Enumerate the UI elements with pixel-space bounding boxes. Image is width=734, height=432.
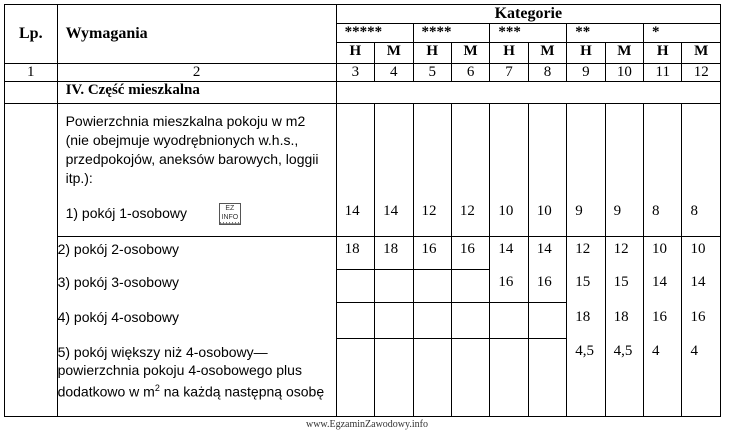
value-cell: 8 [682, 104, 721, 237]
value-cell: 16 [490, 270, 528, 303]
column-number: 5 [413, 64, 451, 82]
row-label: 1) pokój 1-osobowy [65, 205, 187, 221]
section-lp-cell [5, 82, 58, 104]
hm-label: H [413, 43, 451, 64]
row-label: 3) pokój 3-osobowy [57, 273, 179, 290]
value-cell: 15 [567, 270, 605, 303]
value-cell [451, 270, 489, 303]
column-number: 11 [644, 64, 682, 82]
value-cell: 12 [605, 237, 643, 270]
value-cell: 16 [413, 237, 451, 270]
value-cell: 14 [682, 270, 721, 303]
value-cell [490, 303, 528, 339]
column-number: 4 [375, 64, 413, 82]
column-number: 7 [490, 64, 528, 82]
row-label-cell [57, 237, 336, 270]
value-cell [375, 270, 413, 303]
hm-label: M [605, 43, 643, 64]
category-1-star: * [644, 24, 721, 43]
column-number: 6 [451, 64, 489, 82]
row-label-cell [57, 303, 336, 339]
value-cell: 16 [451, 237, 489, 270]
value-cell: 14 [528, 237, 566, 270]
hm-label: H [490, 43, 528, 64]
hm-label: M [528, 43, 566, 64]
row-label: 5) pokój większy niż 4-osobowy— powierzchnia pokoju 4-osobowego plus dodatkowo w $m^2$ na każdą następną osobę [57, 343, 325, 400]
value-cell [413, 339, 451, 417]
hm-label: M [682, 43, 721, 64]
value-cell [375, 339, 413, 417]
description-text: Powierzchnia mieszkalna pokoju w m2 (nie obejmuje wyodrębnionych w.h.s., przedpokojów, aneksów barowych, loggii itp.): [65, 113, 319, 186]
value-cell: 10 [528, 104, 566, 237]
row-label: 4) pokój 4-osobowy [57, 308, 179, 325]
value-cell: 18 [567, 303, 605, 339]
value-cell: 14 [644, 270, 682, 303]
value-cell [490, 339, 528, 417]
value-cell: 16 [644, 303, 682, 339]
category-2-stars: ** [567, 24, 644, 43]
row-label: 2) pokój 2-osobowy [57, 241, 179, 257]
value-cell: 4,5 [605, 339, 643, 417]
value-cell: 4 [682, 339, 721, 417]
value-cell: 12 [451, 104, 489, 237]
hm-label: M [451, 43, 489, 64]
qr-stamp-icon: EZ INFO [219, 203, 241, 225]
category-3-stars: *** [490, 24, 567, 43]
value-cell: 8 [644, 104, 682, 237]
watermark-text: www.EgzaminZawodowy.info [305, 419, 428, 430]
value-cell [336, 303, 374, 339]
header-lp: Lp. [5, 5, 58, 64]
value-cell: 4 [644, 339, 682, 417]
value-cell: 10 [644, 237, 682, 270]
value-cell: 9 [567, 104, 605, 237]
value-cell: 4,5 [567, 339, 605, 417]
value-cell: 9 [605, 104, 643, 237]
category-5-stars: ***** [336, 24, 413, 43]
value-cell: 18 [605, 303, 643, 339]
column-number: 10 [605, 64, 643, 82]
requirements-table [4, 4, 721, 417]
column-number: 1 [5, 64, 58, 82]
row-label-cell [57, 339, 336, 417]
section-empty-cell [336, 82, 720, 104]
value-cell [528, 303, 566, 339]
value-cell: 14 [375, 104, 413, 237]
value-cell [528, 339, 566, 417]
value-cell: 18 [375, 237, 413, 270]
header-wymagania: Wymagania [57, 5, 336, 64]
value-cell: 16 [528, 270, 566, 303]
column-number: 12 [682, 64, 721, 82]
category-4-stars: **** [413, 24, 490, 43]
hm-label: H [567, 43, 605, 64]
column-number: 9 [567, 64, 605, 82]
column-number: 8 [528, 64, 566, 82]
hm-label: M [375, 43, 413, 64]
lp-cell [5, 104, 58, 417]
value-cell: 14 [490, 237, 528, 270]
value-cell [336, 270, 374, 303]
value-cell [451, 339, 489, 417]
row-label-cell [57, 270, 336, 303]
value-cell: 18 [336, 237, 374, 270]
hm-label: H [644, 43, 682, 64]
value-cell [336, 339, 374, 417]
value-cell [413, 270, 451, 303]
value-cell: 15 [605, 270, 643, 303]
value-cell [375, 303, 413, 339]
value-cell [413, 303, 451, 339]
value-cell: 16 [682, 303, 721, 339]
value-cell [451, 303, 489, 339]
header-kategorie: Kategorie [336, 5, 720, 24]
hm-label: H [336, 43, 374, 64]
value-cell: 10 [682, 237, 721, 270]
value-cell: 12 [413, 104, 451, 237]
section-title: IV. Część mieszkalna [57, 82, 336, 104]
column-number: 3 [336, 64, 374, 82]
description-cell [57, 104, 336, 237]
value-cell: 14 [336, 104, 374, 237]
value-cell: 10 [490, 104, 528, 237]
value-cell: 12 [567, 237, 605, 270]
column-number: 2 [57, 64, 336, 82]
